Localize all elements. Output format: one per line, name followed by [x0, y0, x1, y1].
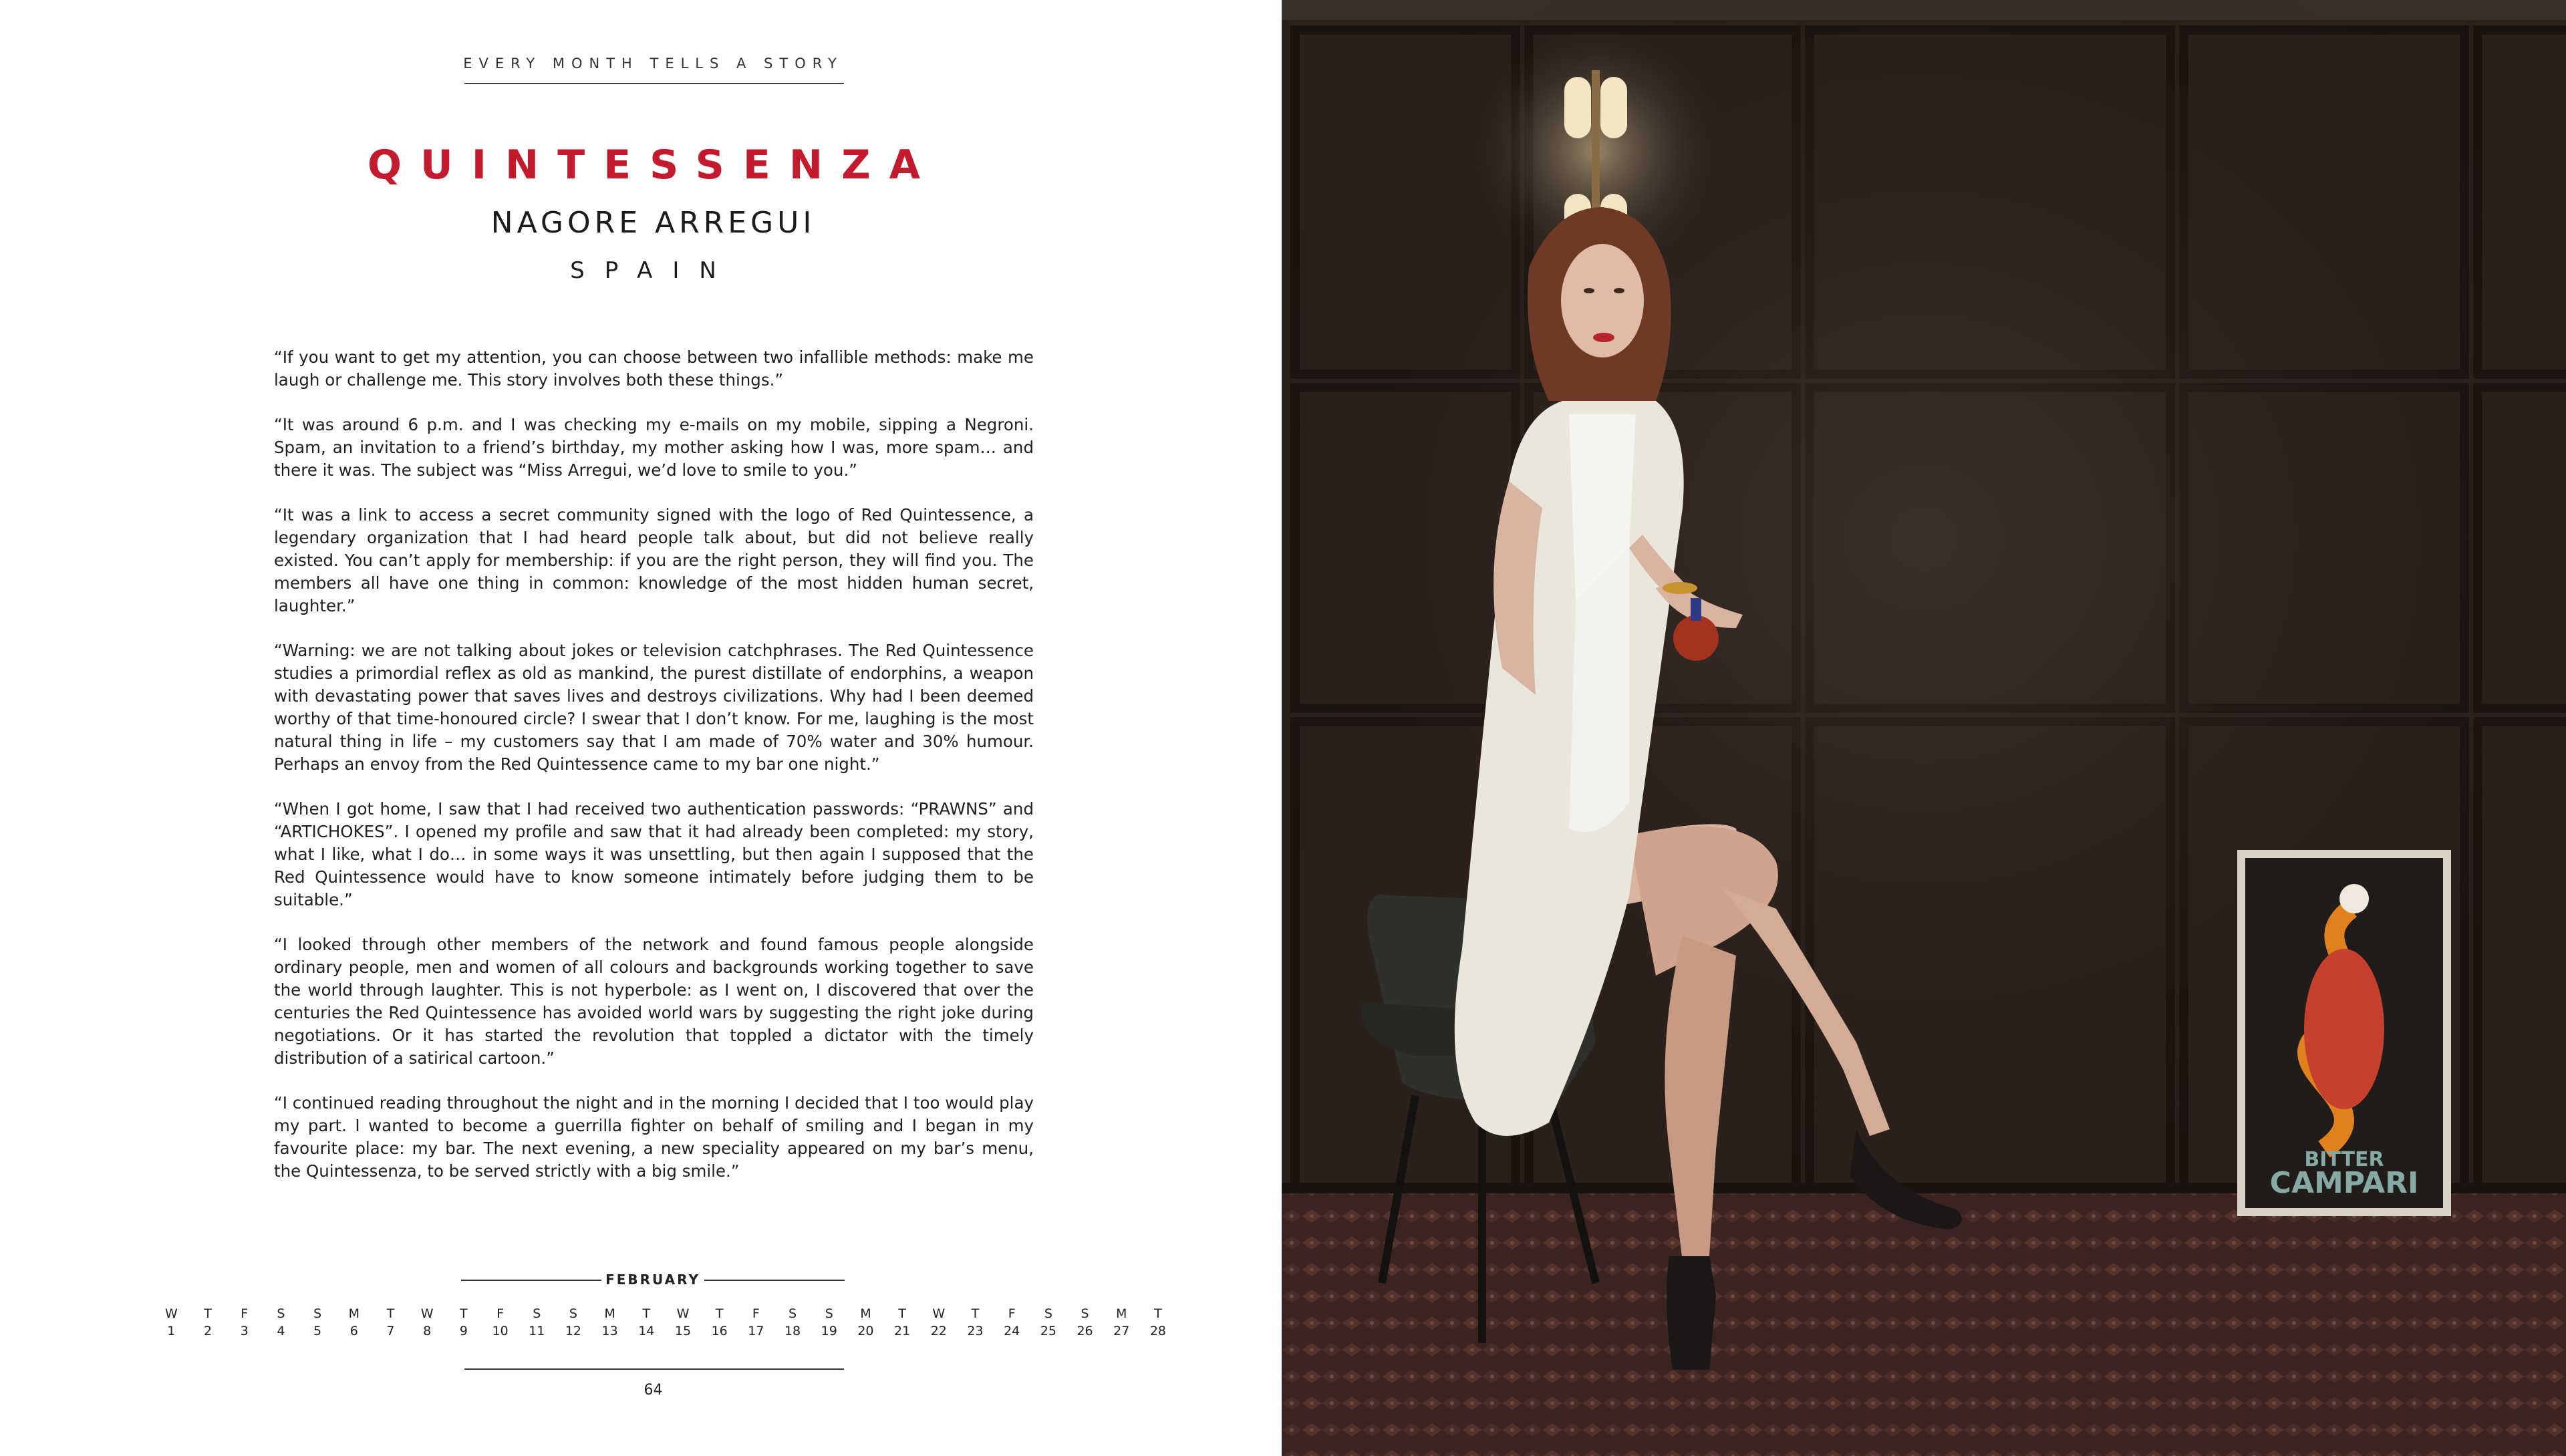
calendar-date: 17 [748, 1324, 764, 1338]
calendar-weekday: S [1081, 1306, 1089, 1321]
calendar-date: 14 [638, 1324, 655, 1338]
calendar-day [226, 1305, 263, 1340]
story-paragraph: “Warning: we are not talking about jokes or television catchphrases. The Red Quintessence studies a primordial reflex as old as mankind, the purest distillate of endorphins, a weapon with devastating power that saves lives and destroys civilizations. Why had I been deemed worthy of that time-honoured circle? I swear that I don’t know. For me, laughing is the most natural thing in life – my customers say that I am made of 70% water and 30% humour. Perhaps an envoy from the Red Quintessence came to my bar one night.” [274, 641, 1034, 774]
calendar-weekday: T [1154, 1306, 1162, 1321]
calendar-weekday: S [789, 1306, 797, 1321]
calendar-day [482, 1305, 519, 1340]
calendar-day [957, 1305, 994, 1340]
calendar-date: 2 [203, 1324, 212, 1338]
month-calendar [153, 1305, 1176, 1340]
calendar-day [263, 1305, 299, 1340]
calendar-weekday: S [569, 1306, 577, 1321]
calendar-date: 10 [492, 1324, 509, 1338]
calendar-date: 4 [277, 1324, 285, 1338]
calendar-weekday: S [277, 1306, 285, 1321]
calendar-date: 23 [967, 1324, 984, 1338]
kicker-divider [464, 83, 844, 84]
calendar-weekday: M [860, 1306, 871, 1321]
calendar-weekday: M [604, 1306, 615, 1321]
calendar-date: 24 [1004, 1324, 1020, 1338]
story-paragraph: “I looked through other members of the network and found famous people alongside ordinary people, men and women of all colours and backgrounds working together to save the world through laughter. This is not hyperbole: as I went on, I discovered that over the centuries the Red Quintessence has avoided world wars by suggesting the right joke during negotiations. Or it has started the revolution that toppled a dictator with the timely distribution of a satirical cartoon.” [274, 935, 1034, 1068]
author-country: SPAIN [570, 257, 736, 284]
author-name: NAGORE ARREGUI [490, 206, 816, 240]
calendar-date: 8 [423, 1324, 432, 1338]
poster-line1: BITTER [2304, 1148, 2384, 1171]
calendar-weekday: F [241, 1306, 249, 1321]
calendar-weekday: T [386, 1306, 395, 1321]
calendar-weekday: S [825, 1306, 833, 1321]
story-paragraph: “If you want to get my attention, you can choose between two infallible methods: make me laugh or challenge me. This story involves both these things.” [274, 347, 1034, 390]
calendar-weekday: W [932, 1306, 946, 1321]
calendar-day [847, 1305, 884, 1340]
calendar-day [1103, 1305, 1140, 1340]
calendar-day [738, 1305, 774, 1340]
calendar-date: 26 [1077, 1324, 1093, 1338]
story-body [274, 346, 1034, 1205]
poster-line2: CAMPARI [2269, 1166, 2419, 1200]
calendar-day [665, 1305, 702, 1340]
calendar-date: 15 [674, 1324, 692, 1338]
calendar-weekday: T [715, 1306, 724, 1321]
calendar-date: 21 [894, 1324, 911, 1338]
page-number: 64 [644, 1382, 663, 1399]
story-paragraph: “When I got home, I saw that I had received two authentication passwords: “PRAWNS” and “ARTICHOKES”. I opened my profile and saw that it had already been completed: my story, what I like, what I do… in some ways it was unsettling, but then again I supposed that the Red Quintessence would have to know someone intimately before judging them to be suitable.” [274, 799, 1034, 909]
calendar-day [519, 1305, 555, 1340]
footer-divider [464, 1368, 844, 1370]
calendar-date: 19 [821, 1324, 837, 1338]
calendar-day [1066, 1305, 1103, 1340]
series-kicker: EVERY MONTH TELLS A STORY [463, 55, 843, 71]
calendar-weekday: M [348, 1306, 360, 1321]
calendar-day [884, 1305, 921, 1340]
campari-poster [2237, 850, 2451, 1216]
calendar-weekday: F [1008, 1306, 1016, 1321]
calendar-month-label: FEBRUARY [605, 1272, 700, 1288]
calendar-date: 20 [857, 1324, 874, 1338]
calendar-day [701, 1305, 738, 1340]
calendar-date: 5 [313, 1324, 322, 1338]
calendar-date: 12 [565, 1324, 581, 1338]
calendar-weekday: S [313, 1306, 322, 1321]
calendar-weekday: T [898, 1306, 906, 1321]
calendar-weekday: T [460, 1306, 468, 1321]
calendar-weekday: T [642, 1306, 651, 1321]
carpet-floor [1282, 1189, 2566, 1456]
calendar-date: 7 [386, 1324, 395, 1338]
calendar-day [299, 1305, 336, 1340]
calendar-weekday: S [533, 1306, 541, 1321]
calendar-date: 11 [529, 1324, 545, 1338]
calendar-day [335, 1305, 372, 1340]
calendar-day [153, 1305, 190, 1340]
subject-head [1528, 207, 1671, 401]
calendar-month-header [461, 1272, 845, 1288]
calendar-weekday: S [1044, 1306, 1052, 1321]
portrait-photo [1282, 0, 2566, 1456]
calendar-date: 27 [1113, 1324, 1130, 1338]
calendar-day [811, 1305, 847, 1340]
calendar-date: 3 [240, 1324, 249, 1338]
calendar-weekday: T [971, 1306, 980, 1321]
calendar-date: 13 [601, 1324, 618, 1338]
calendar-weekday: W [676, 1306, 690, 1321]
calendar-day [1140, 1305, 1177, 1340]
story-paragraph: “It was around 6 p.m. and I was checking my e-mails on my mobile, sipping a Negroni. Spam, an invitation to a friend’s birthday, my mother asking how I was, more spam… and there it was. The subject was “Miss Arregui, we’d love to smile to you.” [274, 415, 1034, 480]
calendar-date: 25 [1040, 1324, 1056, 1338]
calendar-weekday: M [1116, 1306, 1127, 1321]
calendar-day [591, 1305, 628, 1340]
calendar-day [555, 1305, 592, 1340]
calendar-day [190, 1305, 227, 1340]
left-page [0, 0, 1282, 1456]
calendar-day [409, 1305, 446, 1340]
calendar-date: 28 [1149, 1324, 1166, 1338]
calendar-day [446, 1305, 482, 1340]
calendar-date: 18 [784, 1324, 801, 1338]
calendar-day [994, 1305, 1030, 1340]
calendar-date: 22 [930, 1324, 947, 1338]
calendar-date: 9 [459, 1324, 468, 1338]
calendar-weekday: W [164, 1306, 178, 1321]
calendar-weekday: W [420, 1306, 434, 1321]
story-paragraph: “I continued reading throughout the night and in the morning I decided that I too would play my part. I wanted to become a guerrilla fighter on behalf of smiling and I began in my favourite place: my bar. The next evening, a new speciality appeared on my bar’s menu, the Quintessenza, to be served strictly with a big smile.” [274, 1093, 1034, 1181]
story-title: QUINTESSENZA [367, 142, 940, 188]
calendar-date: 16 [711, 1324, 728, 1338]
calendar-weekday: T [204, 1306, 212, 1321]
calendar-day [372, 1305, 409, 1340]
calendar-day [1030, 1305, 1067, 1340]
story-paragraph: “It was a link to access a secret community signed with the logo of Red Quintessence, a legendary organization that I had heard people talk about, but did not believe really existed. You can’t apply for membership: if you are the right person, they will find you. The members all have one thing in common: knowledge of the most hidden human secret, laughter.” [274, 505, 1034, 615]
month-rule-right [704, 1280, 845, 1281]
photo-illustration [1282, 0, 2566, 1456]
calendar-day [920, 1305, 957, 1340]
calendar-date: 1 [167, 1324, 176, 1338]
calendar-day [628, 1305, 665, 1340]
calendar-weekday: F [752, 1306, 760, 1321]
calendar-day [774, 1305, 811, 1340]
calendar-date: 6 [349, 1324, 358, 1338]
calendar-weekday: F [496, 1306, 504, 1321]
